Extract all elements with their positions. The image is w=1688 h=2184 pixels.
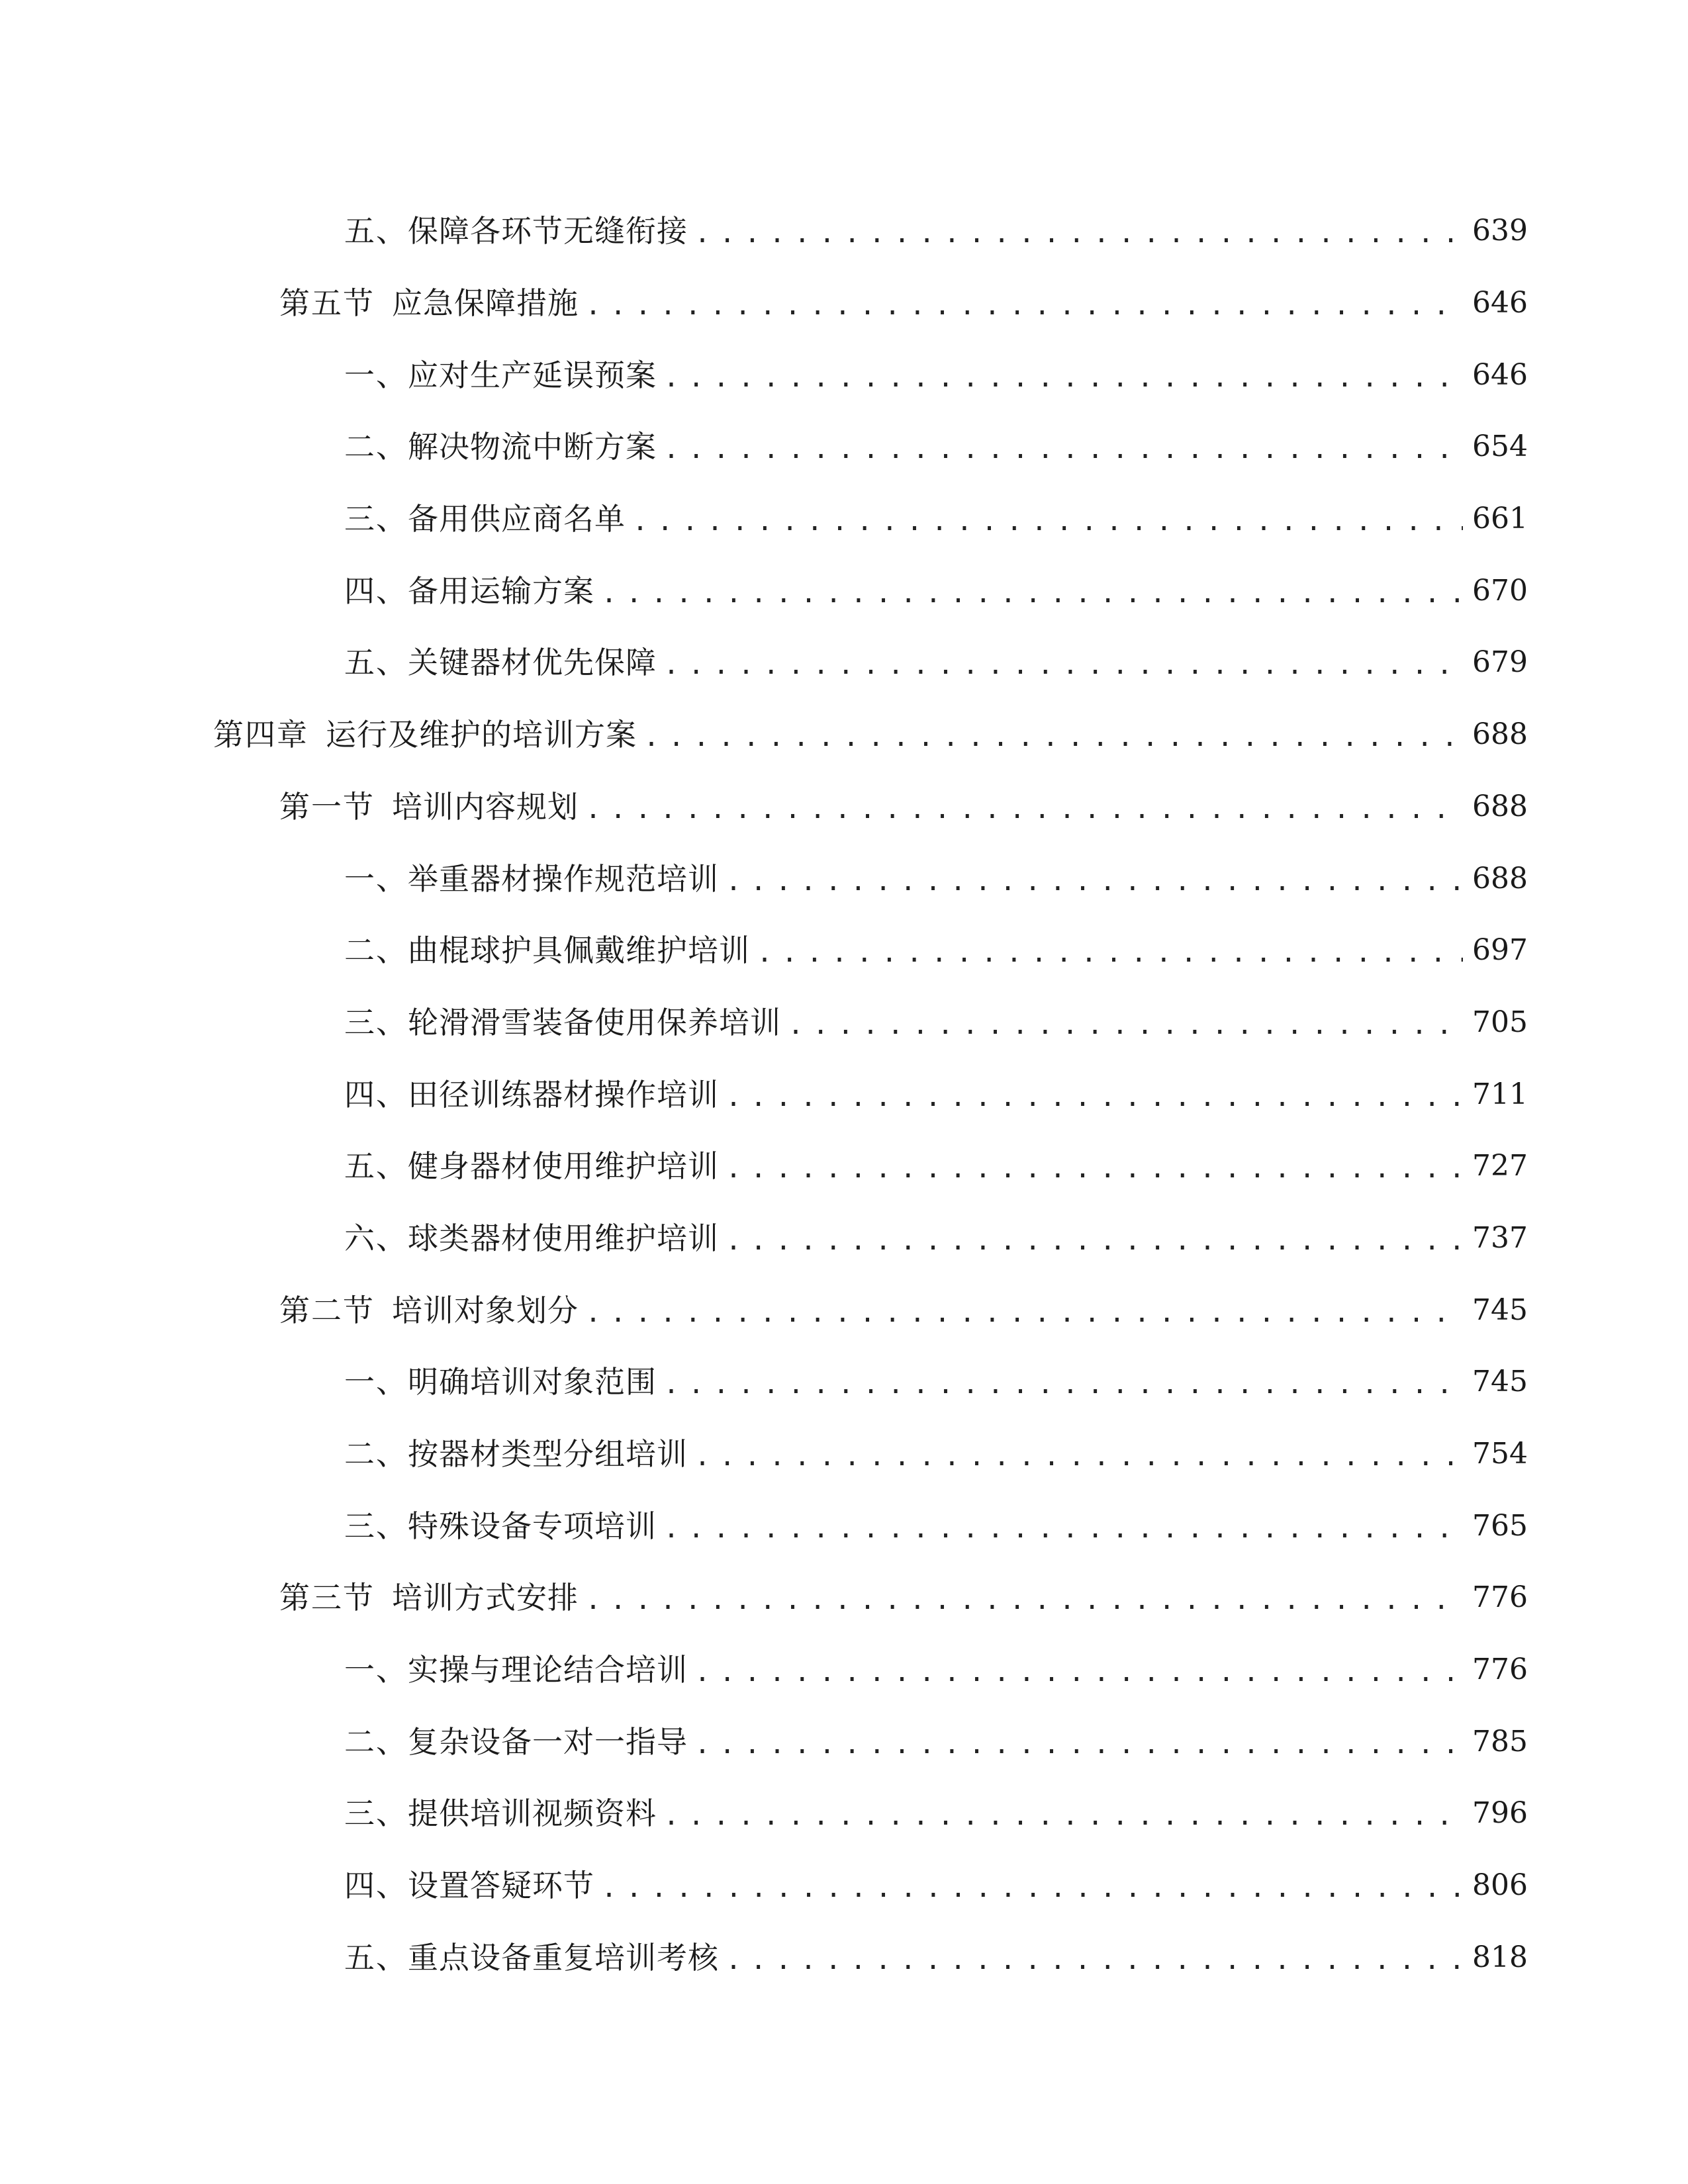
toc-entry-page-number: 679: [1472, 645, 1528, 680]
toc-entry-page-number: 661: [1472, 502, 1528, 536]
toc-entry-page-number: 670: [1472, 573, 1528, 608]
toc-dot-leader: [585, 1587, 1463, 1614]
toc-entry-title: 明确培训对象范围: [408, 1364, 657, 1400]
toc-entry-item[interactable]: [0, 1058, 1688, 1130]
toc-entry-section[interactable]: [0, 1274, 1688, 1346]
toc-entry-title: 应急保障措施: [392, 285, 579, 322]
toc-entry-title: 轮滑滑雪装备使用保养培训: [408, 1004, 781, 1040]
toc-entry-item[interactable]: [0, 987, 1688, 1059]
toc-entry-number: 三、: [344, 1508, 408, 1544]
toc-entry-item[interactable]: [0, 842, 1688, 915]
toc-entry-title: 复杂设备一对一指导: [408, 1723, 688, 1760]
toc-entry-item[interactable]: [0, 1490, 1688, 1562]
toc-entry-number: 一、: [344, 1364, 408, 1400]
toc-entry-page-number: 737: [1472, 1220, 1528, 1255]
toc-entry-title: 培训方式安排: [392, 1580, 579, 1616]
toc-entry-page-number: 754: [1472, 1437, 1528, 1471]
toc-entry-number: 一、: [344, 860, 408, 897]
toc-entry-title: 运行及维护的培训方案: [326, 717, 637, 753]
toc-entry-title: 健身器材使用维护培训: [408, 1148, 719, 1185]
toc-entry-title: 田径训练器材操作培训: [408, 1076, 719, 1113]
toc-entry-page-number: 711: [1472, 1077, 1528, 1111]
toc-entry-number: 五、: [344, 213, 408, 250]
toc-dot-leader: [601, 580, 1463, 607]
toc-entry-title: 培训对象划分: [392, 1292, 579, 1328]
toc-entry-number: 四、: [344, 1868, 408, 1904]
toc-entry-page-number: 639: [1472, 214, 1528, 248]
toc-dot-leader: [585, 293, 1463, 319]
toc-entry-title: 培训内容规划: [392, 788, 579, 825]
toc-entry-number: 一、: [344, 1652, 408, 1688]
toc-dot-leader: [726, 1156, 1463, 1182]
toc-entry-number: 二、: [344, 1436, 408, 1473]
toc-entry-item[interactable]: [0, 339, 1688, 411]
toc-dot-leader: [726, 1228, 1463, 1254]
toc-entry-number: 二、: [344, 1723, 408, 1760]
toc-entry-number: 第一节: [279, 788, 375, 825]
toc-entry-item[interactable]: [0, 1346, 1688, 1418]
toc-entry-item[interactable]: [0, 1850, 1688, 1922]
toc-entry-title: 关键器材优先保障: [408, 645, 657, 681]
toc-entry-item[interactable]: [0, 1706, 1688, 1778]
toc-entry-page-number: 785: [1472, 1724, 1528, 1758]
toc-entry-number: 一、: [344, 357, 408, 393]
toc-entry-item[interactable]: [0, 555, 1688, 627]
toc-entry-item[interactable]: [0, 1418, 1688, 1490]
toc-entry-title: 备用供应商名单: [408, 501, 626, 537]
toc-dot-leader: [643, 724, 1463, 751]
toc-entry-title: 重点设备重复培训考核: [408, 1939, 719, 1976]
toc-entry-page-number: 727: [1472, 1149, 1528, 1183]
toc-dot-leader: [694, 1731, 1463, 1758]
toc-dot-leader: [726, 868, 1463, 895]
toc-entry-number: 六、: [344, 1220, 408, 1256]
toc-dot-leader: [663, 1371, 1463, 1398]
toc-entry-item[interactable]: [0, 483, 1688, 555]
toc-entry-section[interactable]: [0, 771, 1688, 843]
toc-entry-number: 五、: [344, 1939, 408, 1976]
toc-dot-leader: [663, 1803, 1463, 1829]
toc-entry-number: 三、: [344, 1004, 408, 1040]
toc-entry-number: 四、: [344, 572, 408, 609]
toc-entry-page-number: 654: [1472, 430, 1528, 464]
toc-entry-page-number: 796: [1472, 1796, 1528, 1831]
toc-entry-page-number: 776: [1472, 1580, 1528, 1615]
toc-dot-leader: [601, 1875, 1463, 1901]
table-of-contents: [0, 195, 1688, 1993]
toc-entry-number: 二、: [344, 429, 408, 465]
toc-entry-item[interactable]: [0, 915, 1688, 987]
toc-entry-item[interactable]: [0, 195, 1688, 267]
toc-entry-item[interactable]: [0, 411, 1688, 483]
toc-entry-number: 二、: [344, 933, 408, 969]
toc-entry-item[interactable]: [0, 1130, 1688, 1203]
toc-entry-item[interactable]: [0, 1778, 1688, 1850]
toc-entry-page-number: 776: [1472, 1653, 1528, 1687]
toc-dot-leader: [757, 940, 1463, 966]
toc-entry-number: 四、: [344, 1076, 408, 1113]
toc-entry-title: 保障各环节无缝衔接: [408, 213, 688, 250]
toc-entry-title: 应对生产延误预案: [408, 357, 657, 393]
toc-entry-title: 备用运输方案: [408, 572, 594, 609]
toc-entry-number: 第二节: [279, 1292, 375, 1328]
toc-dot-leader: [585, 796, 1463, 823]
toc-entry-title: 实操与理论结合培训: [408, 1652, 688, 1688]
toc-entry-section[interactable]: [0, 1562, 1688, 1634]
toc-dot-leader: [663, 652, 1463, 678]
toc-entry-title: 解决物流中断方案: [408, 429, 657, 465]
toc-entry-page-number: 688: [1472, 789, 1528, 823]
toc-entry-title: 举重器材操作规范培训: [408, 860, 719, 897]
toc-entry-number: 第四章: [213, 717, 308, 753]
toc-dot-leader: [663, 365, 1463, 391]
toc-entry-section[interactable]: [0, 267, 1688, 340]
toc-entry-page-number: 745: [1472, 1293, 1528, 1327]
toc-dot-leader: [694, 1659, 1463, 1686]
toc-entry-page-number: 646: [1472, 286, 1528, 320]
toc-entry-item[interactable]: [0, 627, 1688, 699]
toc-entry-title: 按器材类型分组培训: [408, 1436, 688, 1473]
toc-entry-page-number: 688: [1472, 717, 1528, 752]
toc-dot-leader: [694, 1443, 1463, 1470]
toc-entry-number: 五、: [344, 1148, 408, 1185]
toc-entry-page-number: 705: [1472, 1005, 1528, 1039]
toc-dot-leader: [726, 1084, 1463, 1111]
toc-entry-item[interactable]: [0, 1922, 1688, 1994]
toc-entry-page-number: 745: [1472, 1365, 1528, 1399]
toc-entry-page-number: 818: [1472, 1940, 1528, 1974]
toc-entry-page-number: 806: [1472, 1868, 1528, 1903]
toc-entry-number: 第三节: [279, 1580, 375, 1616]
toc-dot-leader: [726, 1947, 1463, 1974]
toc-entry-title: 球类器材使用维护培训: [408, 1220, 719, 1256]
toc-entry-number: 三、: [344, 501, 408, 537]
toc-entry-chapter[interactable]: [0, 699, 1688, 771]
toc-entry-item[interactable]: [0, 1634, 1688, 1706]
toc-entry-page-number: 765: [1472, 1508, 1528, 1543]
toc-entry-item[interactable]: [0, 1203, 1688, 1275]
toc-entry-number: 五、: [344, 645, 408, 681]
toc-dot-leader: [788, 1012, 1463, 1038]
toc-entry-title: 特殊设备专项培训: [408, 1508, 657, 1544]
toc-entry-number: 第五节: [279, 285, 375, 322]
toc-entry-title: 曲棍球护具佩戴维护培训: [408, 933, 750, 969]
toc-entry-page-number: 646: [1472, 357, 1528, 392]
toc-entry-number: 三、: [344, 1796, 408, 1832]
toc-entry-page-number: 688: [1472, 861, 1528, 895]
toc-entry-title: 提供培训视频资料: [408, 1796, 657, 1832]
toc-dot-leader: [663, 436, 1463, 463]
toc-dot-leader: [632, 508, 1463, 535]
toc-entry-page-number: 697: [1472, 933, 1528, 968]
toc-entry-title: 设置答疑环节: [408, 1868, 594, 1904]
toc-dot-leader: [663, 1516, 1463, 1542]
toc-dot-leader: [585, 1300, 1463, 1326]
toc-dot-leader: [694, 220, 1463, 247]
